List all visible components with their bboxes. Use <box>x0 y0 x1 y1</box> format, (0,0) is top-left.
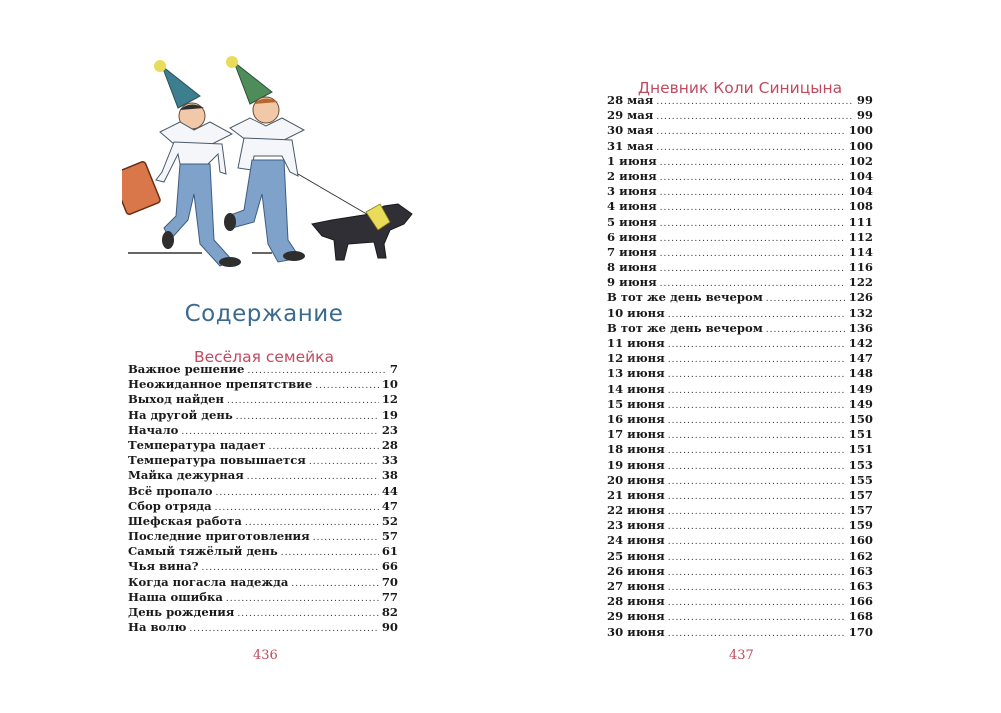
dog <box>312 204 412 260</box>
toc-entry[interactable] <box>607 139 873 154</box>
entry-page-number: 116 <box>848 260 873 275</box>
entry-title: 12 июня <box>607 351 665 366</box>
toc-entry[interactable] <box>607 215 873 230</box>
section-title-dnevnik-koli-sinitsyna: Дневник Коли Синицына <box>637 78 843 97</box>
toc-entry[interactable] <box>607 108 873 123</box>
entry-title: Майка дежурная <box>128 468 244 483</box>
entry-title: На другой день <box>128 407 233 422</box>
entry-page-number: 38 <box>381 468 398 483</box>
entry-title: Сбор отряда <box>128 498 212 513</box>
dot-leader <box>668 414 846 429</box>
entry-title: Когда погасла надежда <box>128 574 289 589</box>
entry-page-number: 19 <box>381 407 398 422</box>
entry-page-number: 28 <box>381 437 398 452</box>
entry-page-number: 100 <box>848 123 873 138</box>
entry-page-number: 160 <box>848 533 873 548</box>
toc-entry[interactable] <box>128 362 398 377</box>
entry-title: 19 июня <box>607 457 665 472</box>
toc-entry[interactable] <box>607 169 873 184</box>
entry-title: 7 июня <box>607 244 657 259</box>
dot-leader <box>668 338 846 353</box>
toc-entry[interactable] <box>607 123 873 138</box>
dot-leader <box>660 262 846 277</box>
entry-title: 21 июня <box>607 487 665 502</box>
entry-page-number: 112 <box>848 229 873 244</box>
entry-title: 29 июня <box>607 609 665 624</box>
entry-page-number: 163 <box>848 563 873 578</box>
entry-page-number: 61 <box>381 544 398 559</box>
toc-entry[interactable] <box>607 564 873 579</box>
dot-leader <box>668 551 846 566</box>
dot-leader <box>668 611 846 626</box>
entry-title: В тот же день вечером <box>607 320 763 335</box>
entry-page-number: 149 <box>848 381 873 396</box>
entry-title: День рождения <box>128 605 235 619</box>
toc-entry[interactable] <box>607 594 873 609</box>
dot-leader <box>237 607 378 622</box>
dot-leader <box>668 520 846 535</box>
toc-entry[interactable] <box>607 518 873 533</box>
entry-page-number: 114 <box>848 244 873 259</box>
dot-leader <box>656 95 854 110</box>
entry-page-number: 102 <box>848 153 873 168</box>
dot-leader <box>668 581 846 596</box>
entry-title: 2 июня <box>607 168 657 183</box>
entry-title: 20 июня <box>607 472 665 487</box>
entry-page-number: 170 <box>848 624 873 639</box>
toc-entry[interactable] <box>128 423 398 438</box>
entry-title: 6 июня <box>607 229 657 244</box>
page-number-right: 437 <box>729 648 754 663</box>
entry-page-number: 111 <box>848 214 873 229</box>
toc-entry[interactable] <box>607 503 873 518</box>
entry-page-number: 33 <box>381 453 398 468</box>
toc-entry[interactable] <box>607 366 873 381</box>
entry-page-number: 100 <box>848 138 873 153</box>
toc-entry[interactable] <box>607 579 873 594</box>
entry-page-number: 132 <box>848 305 873 320</box>
toc-entry[interactable] <box>607 351 873 366</box>
boy-right <box>224 56 305 262</box>
entry-title: 14 июня <box>607 381 665 396</box>
toc-entry[interactable] <box>607 382 873 397</box>
dot-leader <box>668 368 846 383</box>
dot-leader <box>660 217 846 232</box>
entry-title: 22 июня <box>607 503 665 518</box>
entry-title: 30 мая <box>607 123 654 138</box>
entry-page-number: 66 <box>381 559 398 574</box>
toc-entry[interactable] <box>607 260 873 275</box>
entry-title: 15 июня <box>607 396 665 411</box>
entry-title: 28 июня <box>607 594 665 609</box>
dot-leader <box>247 470 379 485</box>
dot-leader <box>291 577 379 592</box>
entry-title: Важное решение <box>128 362 245 376</box>
dot-leader <box>309 455 379 470</box>
dot-leader <box>668 627 846 642</box>
section-title-vesyolaya-semeyka: Весёлая семейка <box>193 347 335 366</box>
toc-entry[interactable] <box>607 458 873 473</box>
entry-title: 31 мая <box>607 138 654 153</box>
dot-leader <box>660 232 846 247</box>
entry-title: Неожиданное препятствие <box>128 377 313 392</box>
dot-leader <box>656 125 845 140</box>
entry-page-number: 168 <box>848 609 873 624</box>
entry-title: 30 июня <box>607 624 665 639</box>
entry-title: 4 июня <box>607 199 657 214</box>
entry-title: Самый тяжёлый день <box>128 544 278 559</box>
entry-title: 8 июня <box>607 260 657 275</box>
entry-page-number: 126 <box>848 290 873 305</box>
entry-page-number: 136 <box>848 320 873 335</box>
entry-title: 1 июня <box>607 153 657 168</box>
toc-list-left <box>128 362 398 635</box>
entry-page-number: 104 <box>848 184 873 199</box>
entry-title: 3 июня <box>607 184 657 199</box>
toc-entry[interactable] <box>128 392 398 407</box>
entry-page-number: 108 <box>848 199 873 214</box>
entry-page-number: 90 <box>381 620 398 635</box>
toc-entry[interactable] <box>128 544 398 559</box>
toc-entry[interactable] <box>607 549 873 564</box>
toc-entry[interactable] <box>607 412 873 427</box>
entry-page-number: 150 <box>848 411 873 426</box>
dot-leader <box>216 486 379 501</box>
entry-page-number: 142 <box>848 336 873 350</box>
entry-page-number: 122 <box>848 275 873 290</box>
toc-entry[interactable] <box>607 533 873 548</box>
toc-entry[interactable] <box>607 397 873 412</box>
dot-leader <box>281 546 379 561</box>
entry-title: 11 июня <box>607 336 665 350</box>
dot-leader <box>227 394 379 409</box>
right-page <box>500 0 1001 713</box>
dot-leader <box>236 410 379 425</box>
toc-entry[interactable] <box>128 575 398 590</box>
toc-entry[interactable] <box>128 514 398 529</box>
entry-title: 28 мая <box>607 93 654 107</box>
entry-title: Всё пропало <box>128 483 213 498</box>
toc-entry[interactable] <box>128 438 398 453</box>
entry-page-number: 44 <box>381 483 398 498</box>
entry-title: 16 июня <box>607 411 665 426</box>
dot-leader <box>668 596 846 611</box>
entry-title: Наша ошибка <box>128 589 223 604</box>
toc-entry[interactable] <box>128 620 398 635</box>
dot-leader <box>668 490 846 505</box>
toc-entry[interactable] <box>607 275 873 290</box>
boy-left <box>154 60 241 267</box>
entry-title: Чья вина? <box>128 559 199 574</box>
dot-leader <box>766 323 846 338</box>
entry-title: Температура повышается <box>128 453 306 468</box>
entry-page-number: 155 <box>848 472 873 487</box>
entry-page-number: 157 <box>848 487 873 502</box>
entry-title: 9 июня <box>607 275 657 290</box>
entry-page-number: 162 <box>848 548 873 563</box>
dot-leader <box>660 171 846 186</box>
entry-page-number: 148 <box>848 366 873 381</box>
dot-leader <box>668 444 846 459</box>
entry-title: 26 июня <box>607 563 665 578</box>
entry-title: 29 мая <box>607 108 654 123</box>
page-number-left: 436 <box>253 648 278 663</box>
dot-leader <box>766 292 846 307</box>
entry-title: 18 июня <box>607 442 665 457</box>
entry-title: 17 июня <box>607 427 665 442</box>
entry-title: Начало <box>128 422 179 437</box>
entry-page-number: 82 <box>381 605 398 619</box>
dot-leader <box>656 110 854 125</box>
toc-entry[interactable] <box>607 427 873 442</box>
toc-entry[interactable] <box>128 590 398 605</box>
entry-title: 25 июня <box>607 548 665 563</box>
entry-page-number: 99 <box>856 93 873 107</box>
entry-page-number: 57 <box>381 529 398 544</box>
toc-entry[interactable] <box>607 290 873 305</box>
dot-leader <box>668 399 846 414</box>
entry-title: 5 июня <box>607 214 657 229</box>
dot-leader <box>668 460 846 475</box>
toc-entry[interactable] <box>128 468 398 483</box>
entry-page-number: 151 <box>848 427 873 442</box>
entry-title: На волю <box>128 620 187 635</box>
dot-leader <box>668 429 846 444</box>
toc-entry[interactable] <box>607 306 873 321</box>
entry-title: Шефская работа <box>128 513 242 528</box>
entry-page-number: 157 <box>848 503 873 518</box>
dot-leader <box>660 247 846 262</box>
suitcase-icon <box>122 161 161 215</box>
toc-entry[interactable] <box>607 321 873 336</box>
entry-title: 10 июня <box>607 305 665 320</box>
entry-page-number: 12 <box>381 392 398 407</box>
contents-heading: Содержание <box>184 301 344 328</box>
boys-with-dog-illustration <box>122 44 432 280</box>
dot-leader <box>668 535 846 550</box>
entry-page-number: 163 <box>848 579 873 593</box>
entry-page-number: 99 <box>856 108 873 123</box>
entry-page-number: 77 <box>381 589 398 604</box>
toc-entry[interactable] <box>607 184 873 199</box>
dot-leader <box>313 531 379 546</box>
toc-entry[interactable] <box>607 473 873 488</box>
toc-entry[interactable] <box>607 245 873 260</box>
toc-entry[interactable] <box>607 199 873 214</box>
toc-entry[interactable] <box>607 488 873 503</box>
toc-entry[interactable] <box>607 625 873 640</box>
entry-page-number: 147 <box>848 351 873 366</box>
entry-page-number: 166 <box>848 594 873 609</box>
dot-leader <box>660 201 846 216</box>
entry-page-number: 10 <box>381 377 398 392</box>
entry-page-number: 104 <box>848 168 873 183</box>
toc-entry[interactable] <box>128 377 398 392</box>
entry-title: 27 июня <box>607 579 665 593</box>
toc-entry[interactable] <box>607 154 873 169</box>
toc-entry[interactable] <box>128 529 398 544</box>
entry-title: Температура падает <box>128 437 266 452</box>
toc-list-right <box>607 93 873 640</box>
entry-title: В тот же день вечером <box>607 290 763 305</box>
toc-entry[interactable] <box>607 609 873 624</box>
toc-entry[interactable] <box>128 605 398 620</box>
dot-leader <box>668 353 846 368</box>
entry-title: Выход найден <box>128 392 225 407</box>
dot-leader <box>668 475 846 490</box>
dot-leader <box>189 622 379 637</box>
toc-entry[interactable] <box>607 442 873 457</box>
dot-leader <box>668 505 846 520</box>
entry-page-number: 7 <box>389 362 398 376</box>
entry-page-number: 23 <box>381 422 398 437</box>
left-page <box>0 0 500 713</box>
entry-page-number: 153 <box>848 457 873 472</box>
entry-title: 13 июня <box>607 366 665 381</box>
toc-entry[interactable] <box>607 230 873 245</box>
entry-page-number: 47 <box>381 498 398 513</box>
dot-leader <box>226 592 379 607</box>
dot-leader <box>668 566 846 581</box>
dot-leader <box>668 384 846 399</box>
entry-page-number: 149 <box>848 396 873 411</box>
toc-entry[interactable] <box>607 93 873 108</box>
toc-entry[interactable] <box>607 336 873 351</box>
dot-leader <box>660 156 846 171</box>
toc-entry[interactable] <box>128 499 398 514</box>
entry-title: 23 июня <box>607 518 665 533</box>
dot-leader <box>315 379 379 394</box>
toc-entry[interactable] <box>128 453 398 468</box>
entry-page-number: 151 <box>848 442 873 457</box>
entry-page-number: 70 <box>381 574 398 589</box>
entry-title: Последние приготовления <box>128 529 310 544</box>
entry-page-number: 159 <box>848 518 873 533</box>
entry-page-number: 52 <box>381 513 398 528</box>
toc-entry[interactable] <box>128 559 398 574</box>
dot-leader <box>656 141 845 156</box>
toc-entry[interactable] <box>128 484 398 499</box>
dot-leader <box>660 186 846 201</box>
entry-title: 24 июня <box>607 533 665 548</box>
toc-entry[interactable] <box>128 408 398 423</box>
